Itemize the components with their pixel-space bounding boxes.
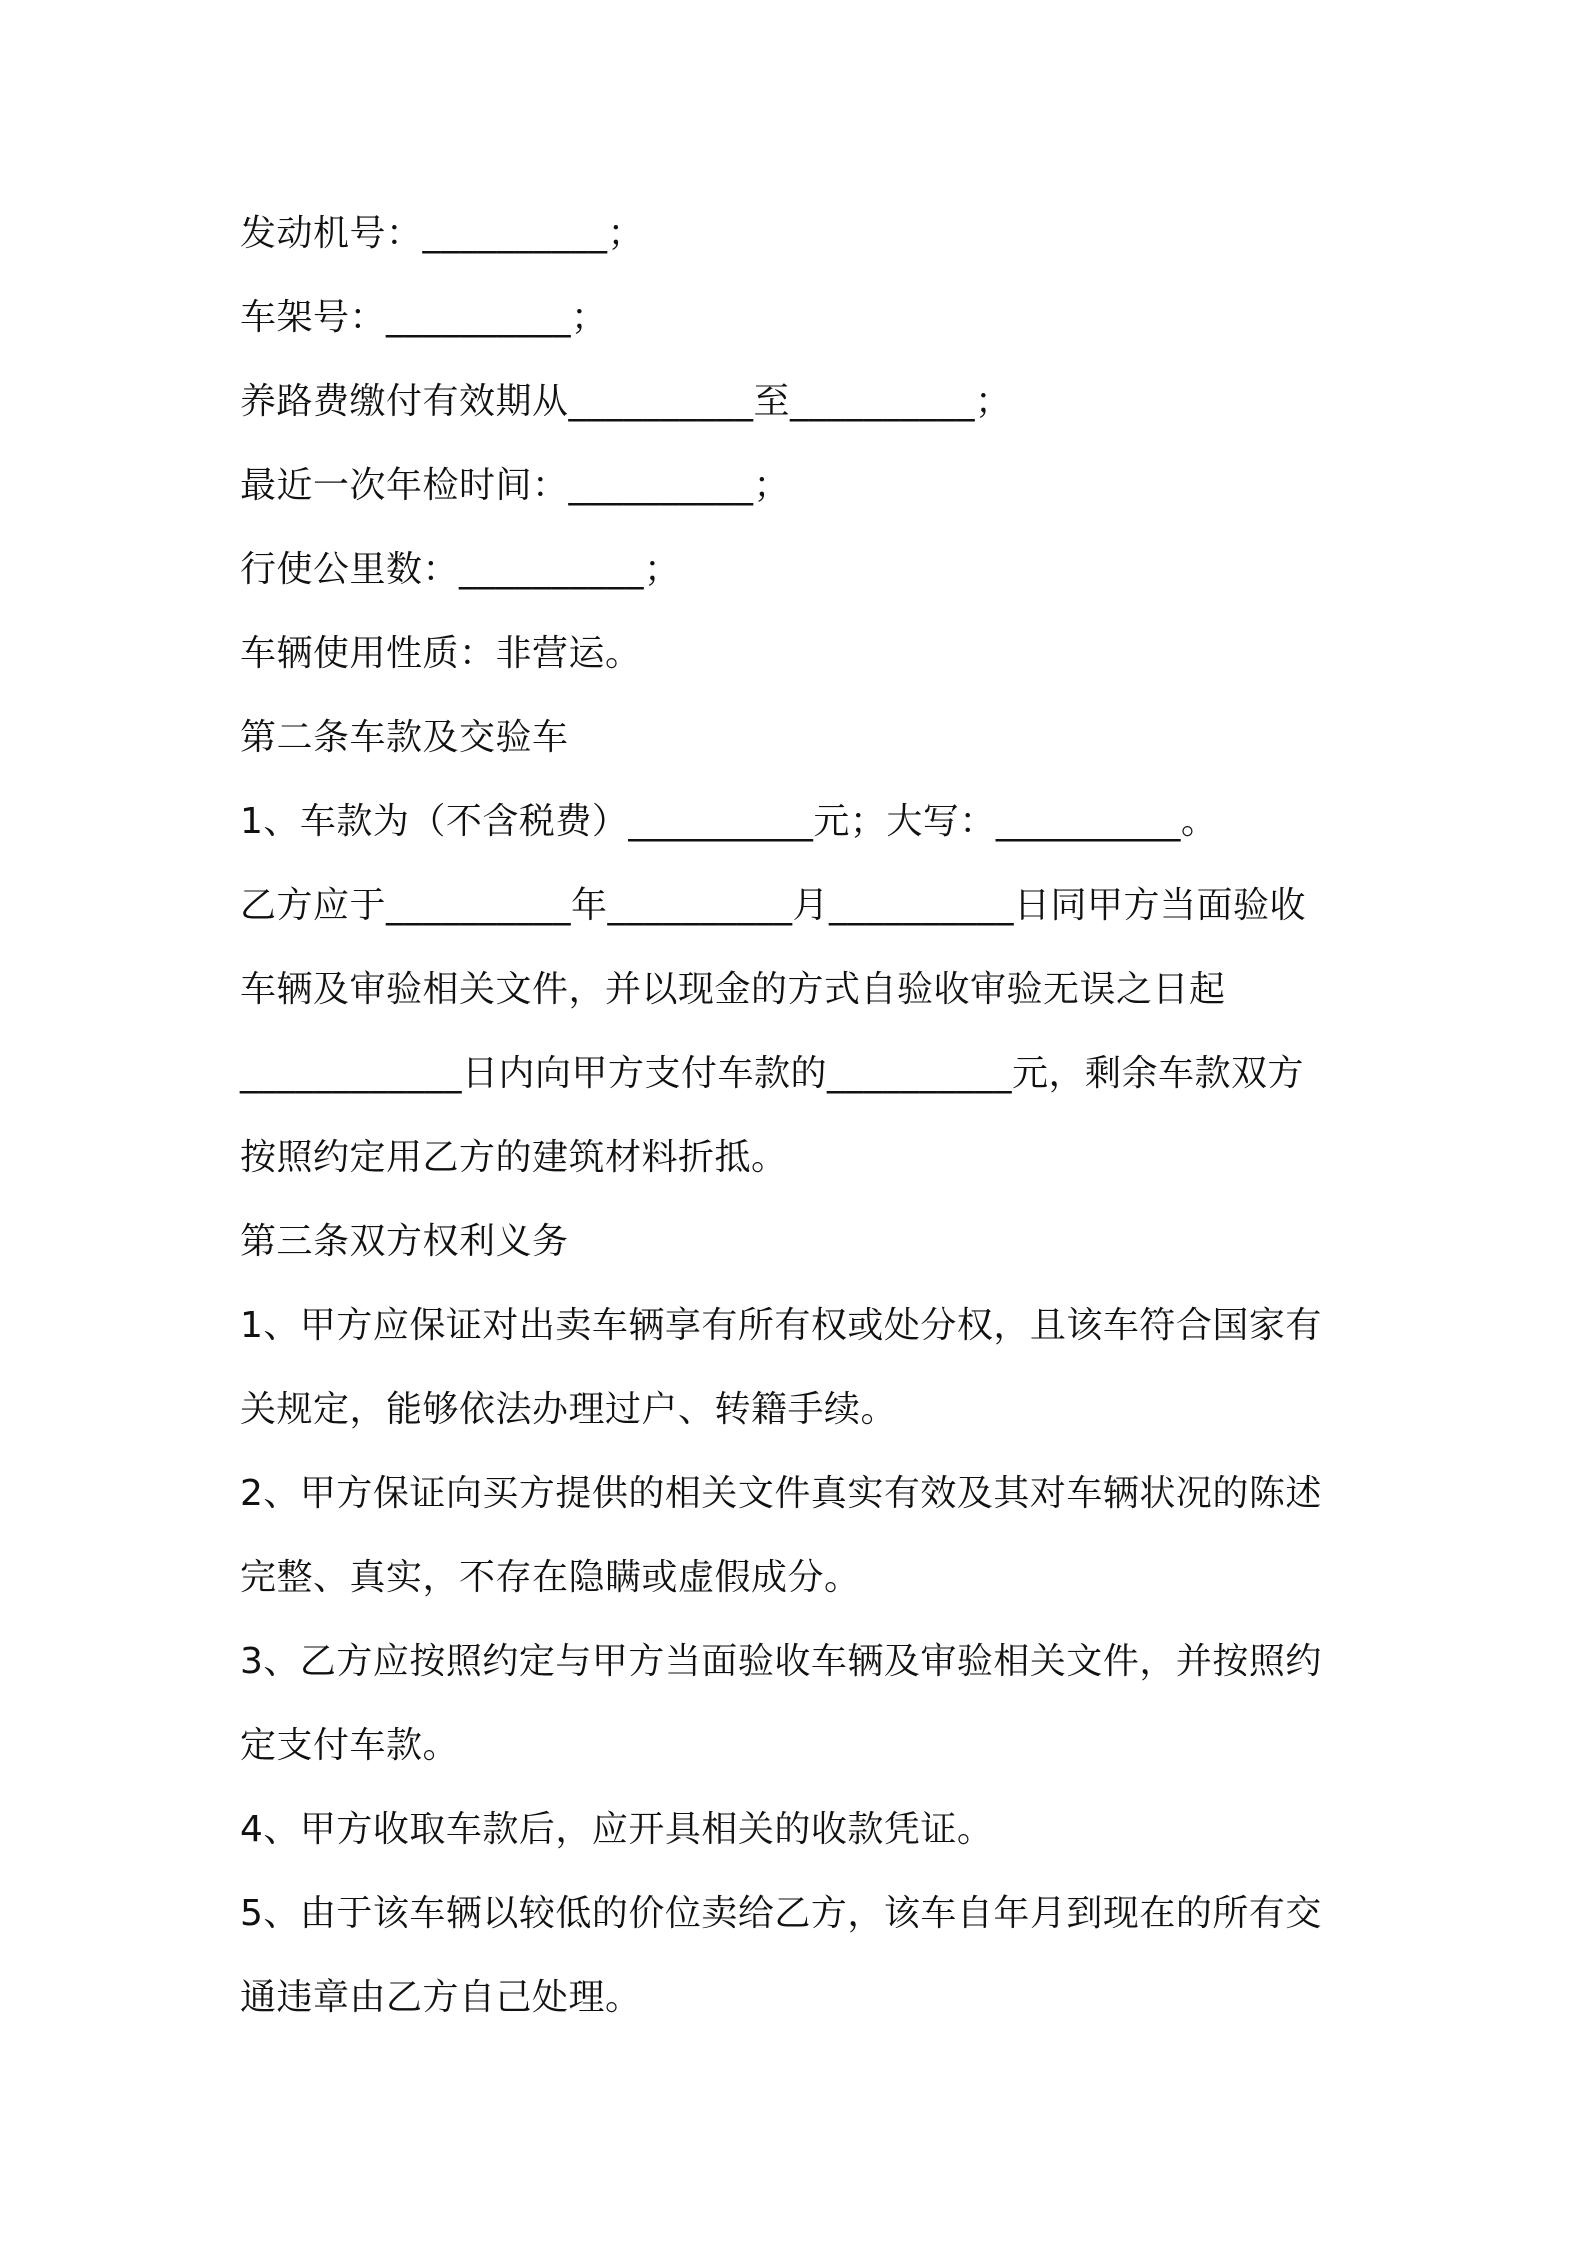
section-heading-article-2: 第二条车款及交验车 [240,717,569,758]
document-body [240,192,1360,2040]
text-line-material-offset: 按照约定用乙方的建筑材料折抵。 [240,1137,788,1178]
text-line-payment-days: ____________日内向甲方支付车款的__________元，剩余车款双方 [240,1053,1305,1094]
text-line-clause-1a: 1、甲方应保证对出卖车辆享有所有权或处分权，且该车符合国家有 [240,1305,1322,1346]
section-heading-article-3: 第三条双方权利义务 [240,1221,569,1262]
text-line-inspection-docs: 车辆及审验相关文件，并以现金的方式自验收审验无误之日起 [240,969,1226,1010]
text-line-road-fee-period: 养路费缴付有效期从__________至__________； [240,381,1012,422]
text-line-clause-5a: 5、由于该车辆以较低的价位卖给乙方，该车自年月到现在的所有交 [240,1893,1322,1934]
text-line-clause-3a: 3、乙方应按照约定与甲方当面验收车辆及审验相关文件，并按照约 [240,1641,1322,1682]
text-line-usage-type: 车辆使用性质：非营运。 [240,633,642,674]
text-line-engine-number: 发动机号：__________； [240,213,645,254]
text-line-clause-2b: 完整、真实，不存在隐瞒或虚假成分。 [240,1557,861,1598]
text-line-frame-number: 车架号：__________； [240,297,608,338]
text-line-clause-3b: 定支付车款。 [240,1725,460,1766]
text-line-clause-2a: 2、甲方保证向买方提供的相关文件真实有效及其对车辆状况的陈述 [240,1473,1322,1514]
text-line-clause-5b: 通违章由乙方自己处理。 [240,1977,642,2018]
text-line-inspection-date: 乙方应于__________年__________月__________日同甲方当面验收 [240,885,1307,926]
text-line-price: 1、车款为（不含税费）__________元；大写：__________。 [240,801,1218,842]
text-line-mileage: 行使公里数：__________； [240,549,681,590]
text-line-clause-1b: 关规定，能够依法办理过户、转籍手续。 [240,1389,898,1430]
text-line-last-inspection: 最近一次年检时间：__________； [240,465,791,506]
text-line-clause-4: 4、甲方收取车款后，应开具相关的收款凭证。 [240,1809,994,1850]
